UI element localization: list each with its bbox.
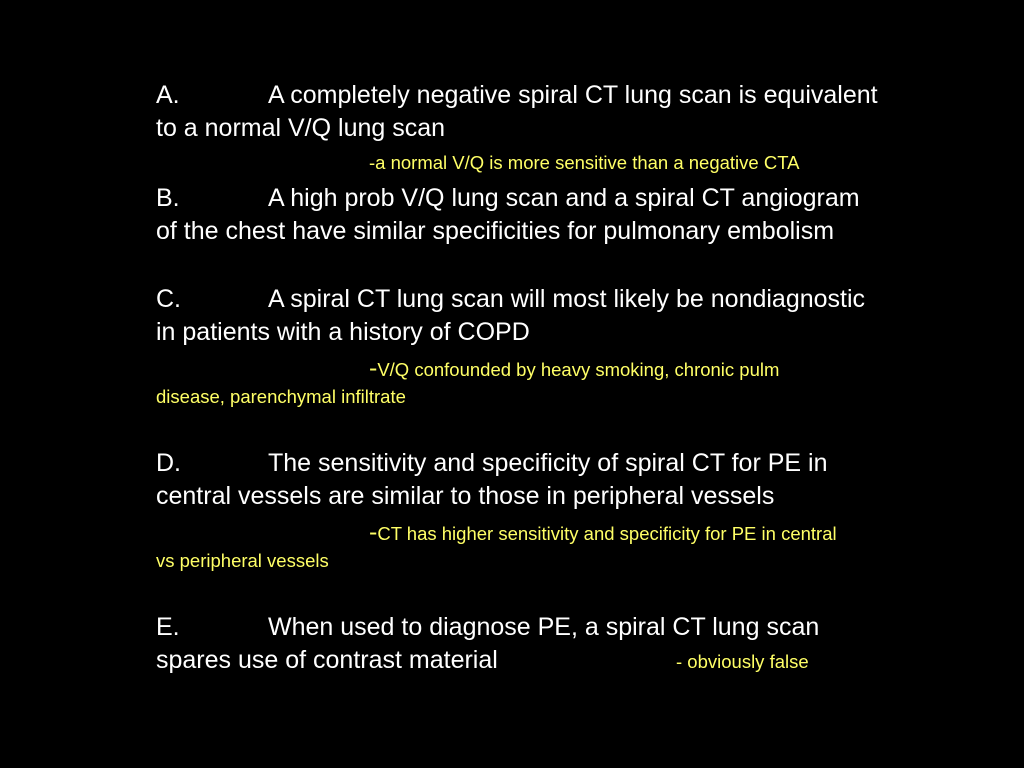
option-text-line2: spares use of contrast material xyxy=(156,646,498,674)
option-letter: A. xyxy=(156,81,180,109)
option-letter: D. xyxy=(156,449,181,477)
option-text-line1: A high prob V/Q lung scan and a spiral CT angiogram xyxy=(268,184,860,212)
annotation-dash: - xyxy=(369,354,378,382)
option-text-line1: A completely negative spiral CT lung scan is equivalent xyxy=(268,81,878,109)
annotation-text: CT has higher sensitivity and specificity for PE in central xyxy=(377,523,837,544)
annotation: - obviously false xyxy=(676,651,809,672)
annotation-text: V/Q confounded by heavy smoking, chronic pulm xyxy=(377,359,780,380)
option-letter: E. xyxy=(156,613,180,641)
option-text-line2: in patients with a history of COPD xyxy=(156,318,530,346)
option-letter: C. xyxy=(156,285,181,313)
option-text-line2: of the chest have similar specificities for pulmonary embolism xyxy=(156,217,835,245)
annotation-line1 xyxy=(369,356,779,382)
option-text-line2: to a normal V/Q lung scan xyxy=(156,114,446,142)
option-text-line1: A spiral CT lung scan will most likely be nondiagnostic xyxy=(268,285,866,313)
annotation-dash: - xyxy=(369,518,378,546)
option-text-line1: When used to diagnose PE, a spiral CT lung scan xyxy=(268,613,820,641)
annotation: -a normal V/Q is more sensitive than a negative CTA xyxy=(369,152,800,173)
option-letter: B. xyxy=(156,184,180,212)
annotation-line2: vs peripheral vessels xyxy=(156,550,329,571)
annotation-line1 xyxy=(369,520,837,546)
annotation-line2: disease, parenchymal infiltrate xyxy=(156,386,406,407)
option-text-line2: central vessels are similar to those in peripheral vessels xyxy=(156,482,775,510)
option-text-line1: The sensitivity and specificity of spiral CT for PE in xyxy=(268,449,828,477)
